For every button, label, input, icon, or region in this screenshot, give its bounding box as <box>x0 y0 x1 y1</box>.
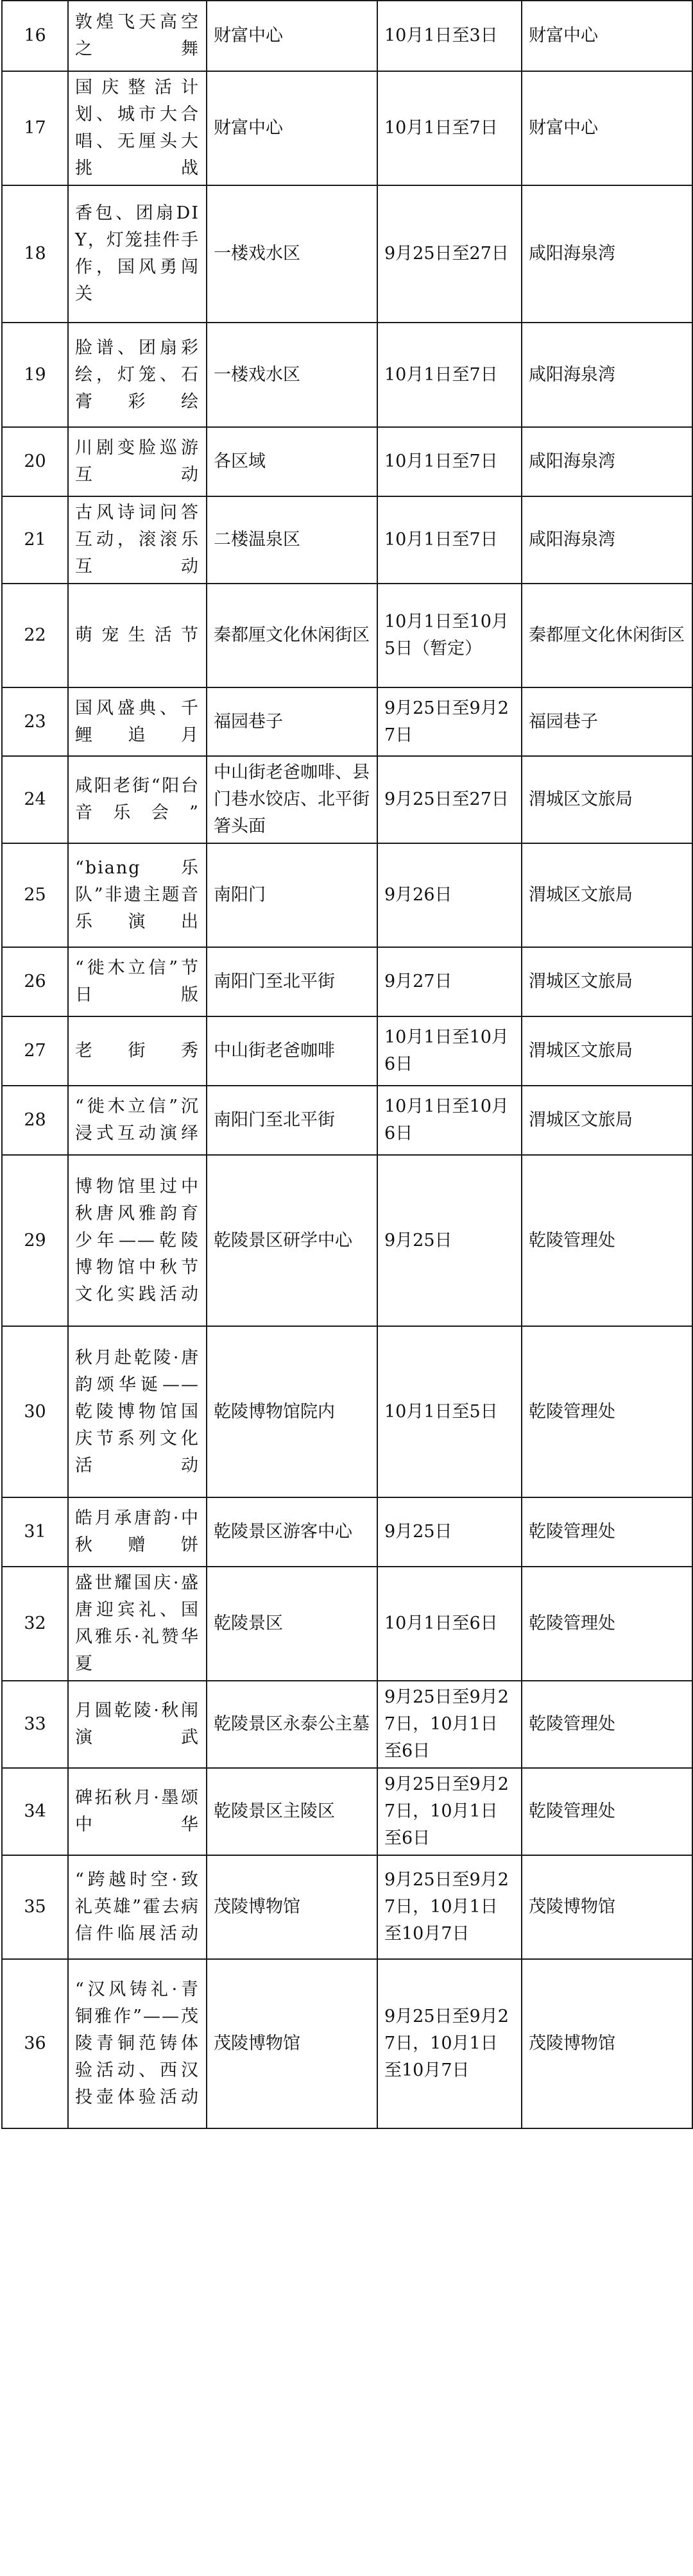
event-time: 9月25日 <box>377 1497 522 1567</box>
row-number: 36 <box>2 1959 68 2128</box>
table-row <box>2 1855 692 1959</box>
row-number: 16 <box>2 1 68 71</box>
event-location: 秦都厘文化休闲街区 <box>207 584 377 687</box>
table-row <box>2 947 692 1016</box>
event-location: 二楼温泉区 <box>207 496 377 584</box>
row-number: 24 <box>2 756 68 843</box>
event-organizer: 咸阳海泉湾 <box>522 496 692 584</box>
event-time: 9月26日 <box>377 843 522 947</box>
event-time: 9月25日至27日 <box>377 185 522 323</box>
event-organizer: 茂陵博物馆 <box>522 1855 692 1959</box>
event-name: “徙木立信”沉浸式互动演绎 <box>68 1086 207 1155</box>
table-row <box>2 756 692 843</box>
event-location: 一楼戏水区 <box>207 185 377 323</box>
event-name: 脸谱、团扇彩绘，灯笼、石膏彩绘 <box>68 323 207 427</box>
event-location: 福园巷子 <box>207 687 377 756</box>
event-name: 国庆整活计划、城市大合唱、无厘头大挑战 <box>68 71 207 185</box>
event-location: 乾陵景区永泰公主墓 <box>207 1681 377 1768</box>
event-time: 10月1日至10月6日 <box>377 1016 522 1086</box>
event-name: 皓月承唐韵·中秋赠饼 <box>68 1497 207 1567</box>
event-time: 10月1日至7日 <box>377 427 522 496</box>
event-organizer: 茂陵博物馆 <box>522 1959 692 2128</box>
event-location: 中山街老爸咖啡、县门巷水饺店、北平街箸头面 <box>207 756 377 843</box>
event-location: 茂陵博物馆 <box>207 1855 377 1959</box>
event-time: 10月1日至7日 <box>377 323 522 427</box>
event-location: 南阳门至北平街 <box>207 1086 377 1155</box>
event-time: 10月1日至10月5日（暂定） <box>377 584 522 687</box>
events-table-body <box>2 1 692 2128</box>
event-time: 9月25日至9月27日，10月1日至6日 <box>377 1768 522 1855</box>
event-location: 乾陵景区主陵区 <box>207 1768 377 1855</box>
table-row <box>2 71 692 185</box>
event-time: 9月25日至9月27日，10月1日至10月7日 <box>377 1959 522 2128</box>
table-row <box>2 1086 692 1155</box>
event-name: 川剧变脸巡游互动 <box>68 427 207 496</box>
row-number: 34 <box>2 1768 68 1855</box>
table-row <box>2 1016 692 1086</box>
table-row <box>2 1155 692 1326</box>
event-location: 乾陵景区研学中心 <box>207 1155 377 1326</box>
table-row <box>2 1681 692 1768</box>
event-location: 一楼戏水区 <box>207 323 377 427</box>
event-name: 香包、团扇DIY，灯笼挂件手作，国风勇闯关 <box>68 185 207 323</box>
event-organizer: 乾陵管理处 <box>522 1326 692 1497</box>
table-row <box>2 1497 692 1567</box>
row-number: 21 <box>2 496 68 584</box>
event-location: 南阳门 <box>207 843 377 947</box>
event-name: 月圆乾陵·秋闱演武 <box>68 1681 207 1768</box>
row-number: 29 <box>2 1155 68 1326</box>
table-row <box>2 687 692 756</box>
event-location: 乾陵景区 <box>207 1567 377 1681</box>
row-number: 23 <box>2 687 68 756</box>
event-organizer: 渭城区文旅局 <box>522 843 692 947</box>
event-location: 乾陵景区游客中心 <box>207 1497 377 1567</box>
row-number: 30 <box>2 1326 68 1497</box>
event-organizer: 渭城区文旅局 <box>522 1016 692 1086</box>
event-organizer: 咸阳海泉湾 <box>522 185 692 323</box>
row-number: 26 <box>2 947 68 1016</box>
event-name: “汉风铸礼·青铜雅作”——茂陵青铜范铸体验活动、西汉投壶体验活动 <box>68 1959 207 2128</box>
event-organizer: 秦都厘文化休闲街区 <box>522 584 692 687</box>
event-location: 茂陵博物馆 <box>207 1959 377 2128</box>
event-organizer: 渭城区文旅局 <box>522 756 692 843</box>
event-organizer: 乾陵管理处 <box>522 1497 692 1567</box>
row-number: 17 <box>2 71 68 185</box>
event-location: 各区域 <box>207 427 377 496</box>
event-name: 国风盛典、千鲤追月 <box>68 687 207 756</box>
table-row <box>2 1768 692 1855</box>
event-time: 10月1日至7日 <box>377 496 522 584</box>
event-time: 9月25日至9月27日，10月1日至10月7日 <box>377 1855 522 1959</box>
row-number: 31 <box>2 1497 68 1567</box>
event-time: 10月1日至7日 <box>377 71 522 185</box>
row-number: 19 <box>2 323 68 427</box>
event-location: 乾陵博物馆院内 <box>207 1326 377 1497</box>
event-name: 萌宠生活节 <box>68 584 207 687</box>
event-name: “跨越时空·致礼英雄”霍去病信件临展活动 <box>68 1855 207 1959</box>
event-location: 财富中心 <box>207 71 377 185</box>
table-row <box>2 1 692 71</box>
row-number: 20 <box>2 427 68 496</box>
event-time: 10月1日至6日 <box>377 1567 522 1681</box>
row-number: 18 <box>2 185 68 323</box>
table-row <box>2 496 692 584</box>
event-organizer: 乾陵管理处 <box>522 1768 692 1855</box>
row-number: 32 <box>2 1567 68 1681</box>
event-name: 敦煌飞天高空之舞 <box>68 1 207 71</box>
event-name: 咸阳老街“阳台音乐会” <box>68 756 207 843</box>
event-time: 9月25日至27日 <box>377 756 522 843</box>
table-row <box>2 584 692 687</box>
event-time: 9月25日 <box>377 1155 522 1326</box>
row-number: 33 <box>2 1681 68 1768</box>
events-table <box>1 0 693 2129</box>
event-organizer: 乾陵管理处 <box>522 1567 692 1681</box>
event-name: 古风诗词问答互动，滚滚乐互动 <box>68 496 207 584</box>
event-name: 秋月赴乾陵·唐韵颂华诞——乾陵博物馆国庆节系列文化活动 <box>68 1326 207 1497</box>
event-organizer: 财富中心 <box>522 71 692 185</box>
row-number: 22 <box>2 584 68 687</box>
event-location: 中山街老爸咖啡 <box>207 1016 377 1086</box>
event-organizer: 咸阳海泉湾 <box>522 323 692 427</box>
event-organizer: 渭城区文旅局 <box>522 1086 692 1155</box>
table-row <box>2 1567 692 1681</box>
row-number: 27 <box>2 1016 68 1086</box>
table-row <box>2 185 692 323</box>
event-time: 9月25日至9月27日 <box>377 687 522 756</box>
event-organizer: 乾陵管理处 <box>522 1155 692 1326</box>
event-time: 9月27日 <box>377 947 522 1016</box>
event-time: 9月25日至9月27日，10月1日至6日 <box>377 1681 522 1768</box>
event-name: “biang乐队”非遗主题音乐演出 <box>68 843 207 947</box>
event-name: 博物馆里过中秋唐风雅韵育少年——乾陵博物馆中秋节文化实践活动 <box>68 1155 207 1326</box>
row-number: 28 <box>2 1086 68 1155</box>
row-number: 35 <box>2 1855 68 1959</box>
event-name: “徙木立信”节日版 <box>68 947 207 1016</box>
event-organizer: 财富中心 <box>522 1 692 71</box>
row-number: 25 <box>2 843 68 947</box>
event-location: 南阳门至北平街 <box>207 947 377 1016</box>
event-organizer: 渭城区文旅局 <box>522 947 692 1016</box>
event-time: 10月1日至5日 <box>377 1326 522 1497</box>
event-organizer: 乾陵管理处 <box>522 1681 692 1768</box>
event-name: 盛世耀国庆·盛唐迎宾礼、国风雅乐·礼赞华夏 <box>68 1567 207 1681</box>
event-organizer: 咸阳海泉湾 <box>522 427 692 496</box>
event-name: 老街秀 <box>68 1016 207 1086</box>
table-row <box>2 427 692 496</box>
table-row <box>2 843 692 947</box>
table-row <box>2 1326 692 1497</box>
table-row <box>2 1959 692 2128</box>
event-name: 碑拓秋月·墨颂中华 <box>68 1768 207 1855</box>
event-time: 10月1日至3日 <box>377 1 522 71</box>
table-row <box>2 323 692 427</box>
event-time: 10月1日至10月6日 <box>377 1086 522 1155</box>
event-organizer: 福园巷子 <box>522 687 692 756</box>
event-location: 财富中心 <box>207 1 377 71</box>
